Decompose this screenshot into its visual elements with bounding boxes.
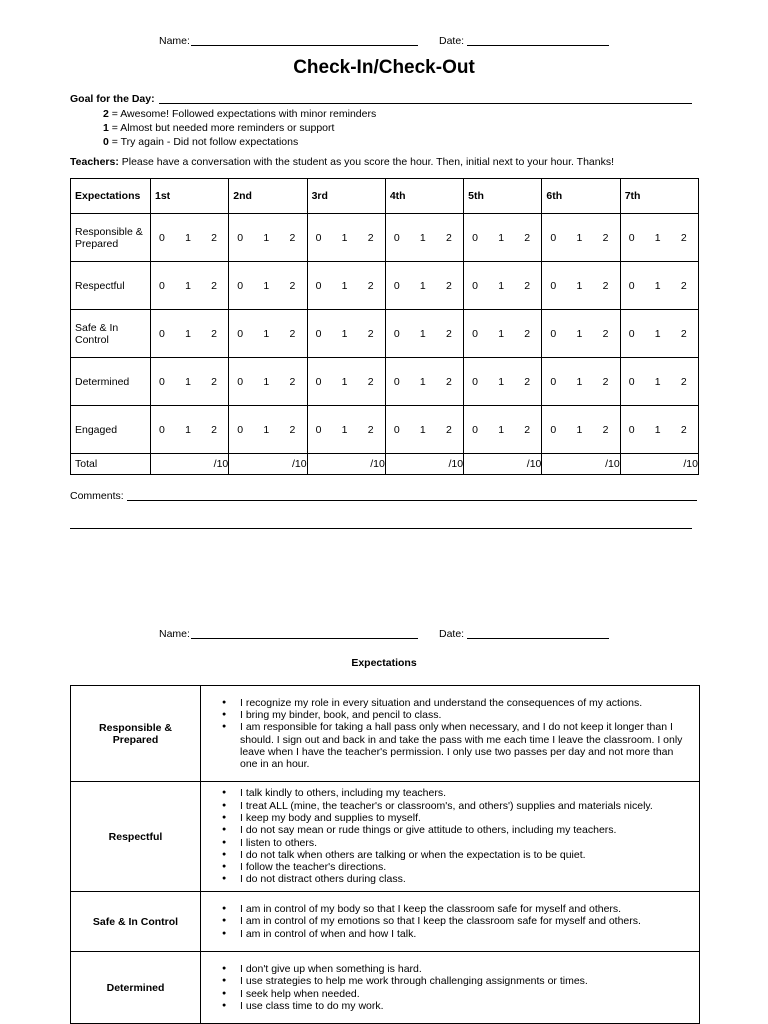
score-option[interactable]: 1 xyxy=(498,327,505,340)
list-item: ● I am in control of my emotions so that I keep the classroom safe for myself and others. xyxy=(240,915,692,927)
score-option[interactable]: 0 xyxy=(159,423,165,436)
name-field[interactable] xyxy=(191,45,418,46)
score-option[interactable]: 1 xyxy=(263,231,270,244)
tracking-row xyxy=(71,310,699,358)
score-option[interactable]: 2 xyxy=(680,279,687,292)
score-cell[interactable] xyxy=(620,406,698,454)
score-option[interactable]: 2 xyxy=(446,327,452,340)
date-field[interactable] xyxy=(467,45,609,46)
score-cell[interactable] xyxy=(229,262,307,310)
list-item: ● I am responsible for taking a hall pass only when necessary, and I do not keep it longer than I should. I sign out and back in and take the pass with me each time I leave the classroom. I only leave when I have the teacher's permission. I only use two passes per day and not more than one in an hour. xyxy=(240,721,692,770)
score-cell[interactable] xyxy=(229,358,307,406)
score-option[interactable]: 0 xyxy=(159,231,165,244)
teachers-note: Teachers: Please have a conversation with the student as you score the hour. Then, initial next to your hour. Thanks! xyxy=(70,156,615,168)
header-period: 7th xyxy=(620,179,698,214)
score-option[interactable]: 2 xyxy=(524,231,531,244)
list-item: ● I don't give up when something is hard. xyxy=(240,963,692,975)
score-cell[interactable] xyxy=(464,262,542,310)
score-option[interactable]: 0 xyxy=(472,231,478,244)
score-option[interactable]: 2 xyxy=(524,327,531,340)
score-cell[interactable] xyxy=(151,406,229,454)
expectation-label: Determined xyxy=(71,358,151,406)
total-cell[interactable]: /10 xyxy=(620,454,698,475)
score-cell[interactable] xyxy=(542,214,620,262)
score-option[interactable]: 0 xyxy=(315,375,322,388)
comments-field-line-2[interactable] xyxy=(70,528,692,529)
score-cell[interactable] xyxy=(385,310,463,358)
score-option[interactable]: 2 xyxy=(289,327,296,340)
score-cell[interactable] xyxy=(151,310,229,358)
score-option[interactable]: 1 xyxy=(654,231,661,244)
score-option[interactable]: 0 xyxy=(628,279,635,292)
tracking-row xyxy=(71,406,699,454)
list-item: ● I do not say mean or rude things or give attitude to others, including my teachers. xyxy=(240,824,692,836)
score-option[interactable]: 1 xyxy=(341,231,348,244)
header-period: 4th xyxy=(385,179,463,214)
score-option[interactable]: 2 xyxy=(602,279,609,292)
score-option[interactable]: 0 xyxy=(315,327,322,340)
total-cell[interactable]: /10 xyxy=(307,454,385,475)
score-option[interactable]: 1 xyxy=(341,375,348,388)
total-cell[interactable]: /10 xyxy=(151,454,229,475)
score-option[interactable]: 1 xyxy=(576,231,583,244)
score-option[interactable]: 0 xyxy=(237,327,244,340)
header-period: 3rd xyxy=(307,179,385,214)
score-option[interactable]: 2 xyxy=(680,375,687,388)
items-cell xyxy=(201,952,700,1024)
score-cell[interactable] xyxy=(307,406,385,454)
score-option[interactable]: 1 xyxy=(185,279,191,292)
score-cell[interactable] xyxy=(307,310,385,358)
score-option[interactable]: 1 xyxy=(576,375,583,388)
score-cell[interactable] xyxy=(542,406,620,454)
category-cell: Responsible & Prepared xyxy=(71,686,201,782)
score-cell[interactable] xyxy=(542,262,620,310)
score-option[interactable]: 2 xyxy=(211,423,217,436)
score-option[interactable]: 2 xyxy=(602,423,609,436)
score-option[interactable]: 2 xyxy=(367,423,374,436)
score-option[interactable]: 0 xyxy=(550,375,557,388)
score-option[interactable]: 2 xyxy=(524,423,531,436)
list-item: ● I treat ALL (mine, the teacher's or classroom's, and others') supplies and materials nicely. xyxy=(240,800,692,812)
score-cell[interactable] xyxy=(385,262,463,310)
score-option[interactable]: 1 xyxy=(654,423,661,436)
scale-item-2: 2 = Awesome! Followed expectations with minor reminders xyxy=(103,108,377,120)
score-option[interactable]: 0 xyxy=(237,423,244,436)
score-option[interactable]: 1 xyxy=(341,327,348,340)
list-item: ● I follow the teacher's directions. xyxy=(240,861,692,873)
header-period: 5th xyxy=(464,179,542,214)
score-option[interactable]: 0 xyxy=(472,279,478,292)
score-cell[interactable] xyxy=(542,358,620,406)
score-option[interactable]: 1 xyxy=(654,279,661,292)
list-item: ● I use class time to do my work. xyxy=(240,1000,692,1012)
score-option[interactable]: 1 xyxy=(263,375,270,388)
list-item: ● I listen to others. xyxy=(240,837,692,849)
expectations-title: Expectations xyxy=(351,657,417,669)
score-option[interactable]: 2 xyxy=(289,375,296,388)
score-option[interactable]: 2 xyxy=(680,423,687,436)
date-label-2: Date: xyxy=(439,628,465,640)
score-option[interactable]: 0 xyxy=(159,327,165,340)
score-cell[interactable] xyxy=(464,214,542,262)
expectation-label: Responsible & Prepared xyxy=(71,214,151,262)
date-field-2[interactable] xyxy=(467,638,609,639)
header-period: 2nd xyxy=(229,179,307,214)
score-option[interactable]: 2 xyxy=(446,231,452,244)
score-option[interactable]: 2 xyxy=(211,375,217,388)
score-option[interactable]: 0 xyxy=(159,279,165,292)
score-cell[interactable] xyxy=(620,262,698,310)
score-option[interactable]: 2 xyxy=(602,327,609,340)
comments-label: Comments: xyxy=(70,490,124,502)
score-option[interactable]: 1 xyxy=(654,375,661,388)
scale-legend xyxy=(103,107,376,149)
score-cell[interactable] xyxy=(464,358,542,406)
score-option[interactable]: 1 xyxy=(498,375,505,388)
score-option[interactable]: 2 xyxy=(680,231,687,244)
header-expectations: Expectations xyxy=(71,179,151,214)
goal-field[interactable] xyxy=(159,103,692,104)
score-option[interactable]: 2 xyxy=(367,231,374,244)
list-item: ● I recognize my role in every situation and understand the consequences of my actions. xyxy=(240,697,692,709)
list-item: ● I talk kindly to others, including my teachers. xyxy=(240,787,692,799)
score-option[interactable]: 2 xyxy=(680,327,687,340)
score-option[interactable]: 0 xyxy=(550,327,557,340)
expectation-label: Engaged xyxy=(71,406,151,454)
score-option[interactable]: 1 xyxy=(419,375,426,388)
score-option[interactable]: 0 xyxy=(393,327,400,340)
score-option[interactable]: 0 xyxy=(550,231,557,244)
tracking-table xyxy=(70,178,699,475)
tracking-row xyxy=(71,262,699,310)
category-cell: Determined xyxy=(71,952,201,1024)
score-cell[interactable] xyxy=(151,358,229,406)
header-period: 1st xyxy=(151,179,229,214)
score-cell[interactable] xyxy=(464,406,542,454)
score-option[interactable]: 2 xyxy=(446,279,452,292)
score-option[interactable]: 1 xyxy=(185,423,191,436)
score-option[interactable]: 0 xyxy=(628,375,635,388)
scale-item-0: 0 = Try again - Did not follow expectations xyxy=(103,136,299,148)
score-option[interactable]: 1 xyxy=(419,231,426,244)
total-cell[interactable]: /10 xyxy=(229,454,307,475)
score-option[interactable]: 1 xyxy=(498,423,505,436)
score-option[interactable]: 0 xyxy=(315,279,322,292)
score-option[interactable]: 1 xyxy=(576,279,583,292)
category-cell: Respectful xyxy=(71,782,201,892)
score-cell[interactable] xyxy=(464,310,542,358)
list-item: ● I keep my body and supplies to myself. xyxy=(240,812,692,824)
score-cell[interactable] xyxy=(385,214,463,262)
score-cell[interactable] xyxy=(229,214,307,262)
comments-field[interactable] xyxy=(127,500,697,501)
score-cell[interactable] xyxy=(620,214,698,262)
score-option[interactable]: 1 xyxy=(263,279,270,292)
score-option[interactable]: 0 xyxy=(315,231,322,244)
score-cell[interactable] xyxy=(151,214,229,262)
total-cell[interactable]: /10 xyxy=(464,454,542,475)
total-row xyxy=(71,454,699,475)
score-cell[interactable] xyxy=(385,406,463,454)
header-period: 6th xyxy=(542,179,620,214)
name-field-2[interactable] xyxy=(191,638,418,639)
expectation-row xyxy=(71,892,700,952)
score-option[interactable]: 2 xyxy=(602,231,609,244)
score-option[interactable]: 1 xyxy=(419,327,426,340)
category-cell: Safe & In Control xyxy=(71,892,201,952)
score-option[interactable]: 0 xyxy=(628,423,635,436)
score-cell[interactable] xyxy=(151,262,229,310)
score-option[interactable]: 1 xyxy=(263,423,270,436)
score-option[interactable]: 0 xyxy=(628,231,635,244)
scale-item-1: 1 = Almost but needed more reminders or support xyxy=(103,122,335,134)
score-option[interactable]: 2 xyxy=(602,375,609,388)
expectation-label: Safe & In Control xyxy=(71,310,151,358)
score-option[interactable]: 0 xyxy=(159,375,165,388)
total-cell[interactable]: /10 xyxy=(542,454,620,475)
score-option[interactable]: 2 xyxy=(367,375,374,388)
expectation-label: Respectful xyxy=(71,262,151,310)
score-cell[interactable] xyxy=(229,406,307,454)
expectation-row xyxy=(71,782,700,892)
score-option[interactable]: 1 xyxy=(419,279,426,292)
tracking-header-row xyxy=(71,179,699,214)
score-option[interactable]: 0 xyxy=(237,279,244,292)
score-option[interactable]: 0 xyxy=(393,231,400,244)
items-cell xyxy=(201,892,700,952)
items-cell xyxy=(201,686,700,782)
score-option[interactable]: 2 xyxy=(367,327,374,340)
score-cell[interactable] xyxy=(307,214,385,262)
tracking-row xyxy=(71,358,699,406)
score-cell[interactable] xyxy=(620,310,698,358)
list-item: ● I am in control of when and how I talk. xyxy=(240,928,692,940)
score-option[interactable]: 0 xyxy=(550,279,557,292)
list-item: ● I am in control of my body so that I keep the classroom safe for myself and others. xyxy=(240,903,692,915)
score-option[interactable]: 2 xyxy=(211,327,217,340)
score-option[interactable]: 1 xyxy=(498,231,505,244)
score-option[interactable]: 0 xyxy=(393,279,400,292)
score-option[interactable]: 0 xyxy=(628,327,635,340)
score-option[interactable]: 0 xyxy=(472,375,478,388)
score-option[interactable]: 2 xyxy=(367,279,374,292)
score-option[interactable]: 2 xyxy=(289,279,296,292)
score-option[interactable]: 2 xyxy=(446,423,452,436)
score-option[interactable]: 0 xyxy=(393,375,400,388)
expectation-row xyxy=(71,686,700,782)
score-option[interactable]: 1 xyxy=(498,279,505,292)
score-option[interactable]: 1 xyxy=(185,327,191,340)
score-option[interactable]: 0 xyxy=(472,423,478,436)
score-option[interactable]: 1 xyxy=(576,423,583,436)
score-option[interactable]: 0 xyxy=(315,423,322,436)
score-option[interactable]: 2 xyxy=(446,375,452,388)
list-item: ● I do not distract others during class. xyxy=(240,873,692,885)
total-label: Total xyxy=(71,454,151,475)
total-cell[interactable]: /10 xyxy=(385,454,463,475)
score-option[interactable]: 2 xyxy=(524,375,531,388)
list-item: ● I do not talk when others are talking or when the expectation is to be quiet. xyxy=(240,849,692,861)
score-option[interactable]: 0 xyxy=(393,423,400,436)
score-option[interactable]: 1 xyxy=(263,327,270,340)
expectation-row xyxy=(71,952,700,1024)
score-cell[interactable] xyxy=(620,358,698,406)
score-option[interactable]: 1 xyxy=(185,375,191,388)
items-cell xyxy=(201,782,700,892)
date-label: Date: xyxy=(439,35,465,47)
score-cell[interactable] xyxy=(542,310,620,358)
score-cell[interactable] xyxy=(385,358,463,406)
score-option[interactable]: 1 xyxy=(341,423,348,436)
score-option[interactable]: 2 xyxy=(289,423,296,436)
score-option[interactable]: 2 xyxy=(289,231,296,244)
score-option[interactable]: 0 xyxy=(237,231,244,244)
list-item: ● I bring my binder, book, and pencil to class. xyxy=(240,709,692,721)
score-option[interactable]: 1 xyxy=(654,327,661,340)
expectations-table xyxy=(70,685,700,1024)
score-option[interactable]: 2 xyxy=(211,231,217,244)
list-item: ● I seek help when needed. xyxy=(240,988,692,1000)
goal-label: Goal for the Day: xyxy=(70,93,155,105)
page-title: Check-In/Check-Out xyxy=(293,57,475,78)
score-option[interactable]: 2 xyxy=(524,279,531,292)
score-cell[interactable] xyxy=(307,358,385,406)
score-option[interactable]: 0 xyxy=(550,423,557,436)
score-option[interactable]: 0 xyxy=(237,375,244,388)
score-option[interactable]: 0 xyxy=(472,327,478,340)
score-cell[interactable] xyxy=(307,262,385,310)
list-item: ● I use strategies to help me work through challenging assignments or times. xyxy=(240,975,692,987)
name-label: Name: xyxy=(159,35,190,47)
tracking-row xyxy=(71,214,699,262)
score-option[interactable]: 2 xyxy=(211,279,217,292)
score-option[interactable]: 1 xyxy=(341,279,348,292)
score-option[interactable]: 1 xyxy=(419,423,426,436)
score-option[interactable]: 1 xyxy=(185,231,191,244)
score-option[interactable]: 1 xyxy=(576,327,583,340)
name-label-2: Name: xyxy=(159,628,190,640)
score-cell[interactable] xyxy=(229,310,307,358)
